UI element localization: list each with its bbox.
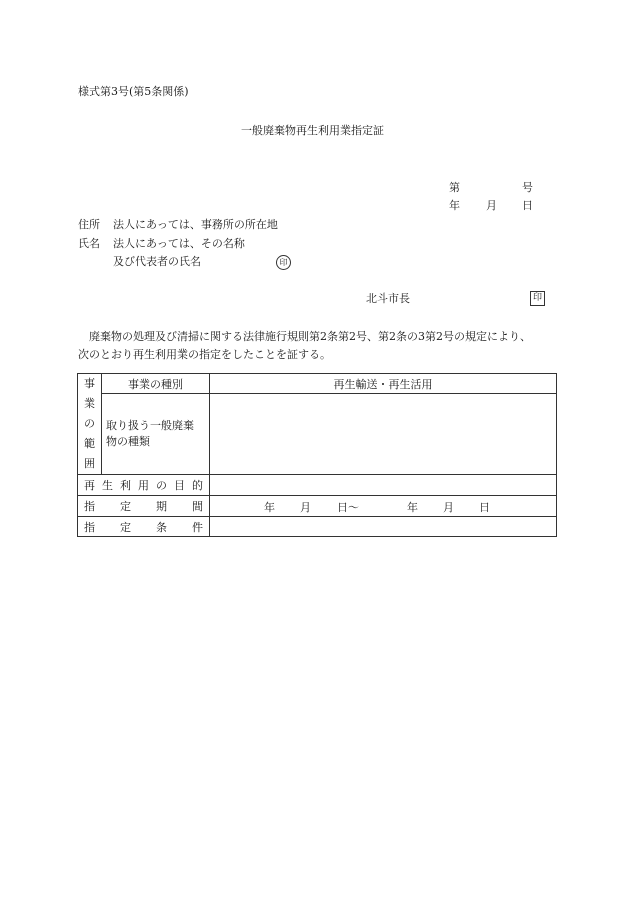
period-label-char: 指 (84, 500, 95, 513)
document-title: 一般廃棄物再生利用業指定証 (241, 124, 384, 137)
conditions-label-char: 指 (84, 520, 95, 534)
conditions-label (78, 517, 210, 537)
purpose-label-char: 生 (102, 479, 113, 492)
issuer-seal-icon: 印 (530, 291, 545, 306)
body-text-line-2: 次のとおり再生利用業の指定をしたことを証する。 (78, 348, 331, 361)
waste-type-label-line-1: 取り扱う一般廃棄 (106, 419, 194, 432)
issuer-title: 北斗市長 (366, 292, 410, 305)
scope-label-char: 業 (84, 397, 95, 410)
issue-date-month: 月 (486, 199, 497, 212)
issue-date-year: 年 (449, 199, 460, 212)
issue-number-prefix: 第 (449, 181, 460, 194)
business-type-header: 事業の種別 (102, 374, 210, 394)
conditions-label-char: 定 (120, 520, 131, 534)
table-row (78, 475, 557, 496)
period-label-char: 定 (120, 500, 131, 513)
designation-table (77, 373, 557, 537)
business-type-value: 再生輸送・再生活用 (210, 374, 557, 394)
period-end-year: 年 (407, 501, 418, 514)
issue-number-suffix: 号 (522, 181, 533, 194)
waste-type-value (210, 394, 557, 475)
form-number: 様式第3号(第5条関係) (78, 85, 189, 98)
scope-label-cell (78, 374, 102, 475)
period-label-char: 間 (192, 500, 203, 513)
period-start-year: 年 (264, 501, 275, 514)
period-start-month: 月 (300, 501, 311, 514)
name-label: 氏名 (78, 237, 100, 250)
issue-date-day: 日 (522, 199, 533, 212)
period-end-day: 日 (479, 501, 490, 514)
scope-label-char: 囲 (84, 457, 95, 470)
conditions-label-char: 件 (192, 520, 203, 534)
conditions-value (210, 517, 557, 537)
purpose-label-char: 的 (192, 479, 203, 492)
scope-label-char: の (84, 417, 95, 430)
address-note: 法人にあっては、事務所の所在地 (113, 218, 278, 231)
purpose-value (210, 475, 557, 496)
table-row (78, 394, 557, 475)
purpose-label-char: 再 (84, 479, 95, 492)
recipient-seal-icon: 印 (276, 255, 291, 270)
name-note-representative: 及び代表者の氏名 (113, 255, 201, 268)
purpose-label-char: の (156, 479, 167, 492)
period-end-month: 月 (443, 501, 454, 514)
period-start-day: 日〜 (337, 501, 359, 514)
period-label (78, 496, 210, 517)
purpose-label-char: 用 (138, 479, 149, 492)
conditions-label-char: 条 (156, 520, 167, 534)
scope-label-char: 範 (84, 437, 95, 450)
body-text-line-1: 廃棄物の処理及び清掃に関する法律施行規則第2条第2号、第2条の3第2号の規定により、 (89, 330, 531, 343)
waste-type-label (102, 394, 210, 475)
waste-type-label-line-2: 物の種類 (106, 435, 150, 448)
table-row (78, 496, 557, 517)
scope-label-char: 事 (84, 377, 95, 390)
purpose-label-char: 利 (120, 479, 131, 492)
purpose-label-char: 目 (174, 479, 185, 492)
address-label: 住所 (78, 218, 100, 231)
period-label-char: 期 (156, 500, 167, 513)
table-row (78, 517, 557, 537)
period-value (210, 496, 557, 517)
purpose-label (78, 475, 210, 496)
table-row (78, 374, 557, 394)
name-note: 法人にあっては、その名称 (113, 237, 245, 250)
